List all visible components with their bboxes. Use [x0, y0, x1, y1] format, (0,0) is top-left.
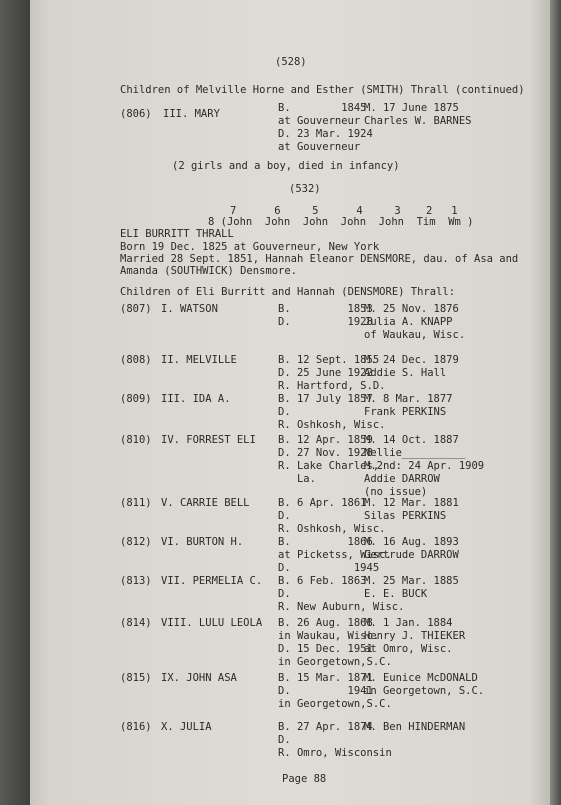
child-marriage-line: Addie S. Hall — [364, 367, 447, 379]
infancy-note: (2 girls and a boy, died in infancy) — [172, 160, 400, 172]
entry-m1: Charles W. BARNES — [364, 115, 472, 127]
child-marriage-line: E. E. BUCK — [364, 588, 428, 600]
child-marriage-line: M. Ben HINDERMAN — [364, 721, 466, 733]
generation-numbers: 7 6 5 4 3 2 1 — [230, 205, 458, 217]
section-ref: (532) — [289, 183, 321, 195]
family-caption: Children of Melville Horne and Esther (SMITH) Thrall (continued) — [120, 84, 525, 96]
child-number: (813) — [120, 575, 152, 587]
child-name: VI. BURTON H. — [161, 536, 244, 548]
child-marriage-line: M. Eunice McDONALD — [364, 672, 478, 684]
child-birth-line: R. Oshkosh, Wisc. — [278, 523, 386, 535]
child-name: VII. PERMELIA C. — [161, 575, 263, 587]
child-birth-line: R. Hartford, S.D. — [278, 380, 386, 392]
child-number: (811) — [120, 497, 152, 509]
child-marriage-line: Henry J. THIEKER — [364, 630, 466, 642]
entry-b2: D. 23 Mar. 1924 — [278, 128, 373, 140]
child-number: (814) — [120, 617, 152, 629]
page-ref: (528) — [275, 56, 307, 68]
child-birth-line: La. — [278, 473, 316, 485]
child-birth-line: B. 1853 — [278, 303, 373, 315]
entry-b3: at Gouverneur — [278, 141, 361, 153]
child-birth-line: in Georgetown,S.C. — [278, 656, 392, 668]
child-birth-line: D. 25 June 1922 — [278, 367, 373, 379]
child-marriage-line: Julia A. KNAPP — [364, 316, 453, 328]
child-marriage-line: M. 14 Oct. 1887 — [364, 434, 459, 446]
child-birth-line: at Picketss, Wisc. — [278, 549, 392, 561]
child-name: IV. FORREST ELI — [161, 434, 256, 446]
child-number: (809) — [120, 393, 152, 405]
child-marriage-line: in Georgetown, S.C. — [364, 685, 485, 697]
child-birth-line: R. New Auburn, Wisc. — [278, 601, 405, 613]
child-marriage-line: (no issue) — [364, 486, 428, 498]
child-birth-line: B. 6 Apr. 1861 — [278, 497, 367, 509]
child-birth-line: in Waukau, Wisc. — [278, 630, 380, 642]
child-birth-line: B. 27 Apr. 1874 — [278, 721, 373, 733]
child-name: III. IDA A. — [161, 393, 231, 405]
child-birth-line: B. 17 July 1857 — [278, 393, 373, 405]
child-birth-line: B. 12 Apr. 1859 — [278, 434, 373, 446]
child-marriage-line: Frank PERKINS — [364, 406, 447, 418]
child-birth-line: D. — [278, 588, 291, 600]
generation-names: 8 (John John John John John Tim Wm ) — [208, 216, 474, 228]
child-marriage-line: M. 8 Mar. 1877 — [364, 393, 453, 405]
person-name: ELI BURRITT THRALL — [120, 228, 234, 240]
child-birth-line: B. 1866 — [278, 536, 373, 548]
child-marriage-line: M. 12 Mar. 1881 — [364, 497, 459, 509]
bio-line: Married 28 Sept. 1851, Hannah Eleanor DENSMORE, dau. of Asa and — [120, 253, 519, 265]
child-name: IX. JOHN ASA — [161, 672, 237, 684]
child-birth-line: D. 1941 — [278, 685, 373, 697]
document-page — [30, 0, 550, 805]
child-birth-line: D. 15 Dec. 1951 — [278, 643, 373, 655]
children-caption: Children of Eli Burritt and Hannah (DENSMORE) Thrall: — [120, 286, 456, 298]
child-marriage-line: Gertrude DARROW — [364, 549, 459, 561]
child-birth-line: D. — [278, 734, 291, 746]
child-number: (812) — [120, 536, 152, 548]
child-number: (815) — [120, 672, 152, 684]
child-marriage-line: of Waukau, Wisc. — [364, 329, 466, 341]
scan-right-edge — [550, 0, 561, 805]
entry-m0: M. 17 June 1875 — [364, 102, 459, 114]
child-name: I. WATSON — [161, 303, 218, 315]
entry-b0: B. 1845 — [278, 102, 367, 114]
child-marriage-line: at Omro, Wisc. — [364, 643, 453, 655]
child-marriage-line: M. 16 Aug. 1893 — [364, 536, 459, 548]
child-birth-line: B. 26 Aug. 1868 — [278, 617, 373, 629]
child-marriage-line: M. 24 Dec. 1879 — [364, 354, 459, 366]
child-marriage-line: Addie DARROW — [364, 473, 440, 485]
scan-left-edge — [0, 0, 30, 805]
child-birth-line: D. 1945 — [278, 562, 380, 574]
child-number: (810) — [120, 434, 152, 446]
child-marriage-line: M. 25 Nov. 1876 — [364, 303, 459, 315]
child-name: VIII. LULU LEOLA — [161, 617, 263, 629]
child-number: (807) — [120, 303, 152, 315]
child-marriage-line: M. 1 Jan. 1884 — [364, 617, 453, 629]
child-birth-line: R. Oshkosh, Wisc. — [278, 419, 386, 431]
child-name: X. JULIA — [161, 721, 212, 733]
entry-name: III. MARY — [163, 108, 220, 120]
child-birth-line: D. 1928 — [278, 316, 373, 328]
child-name: V. CARRIE BELL — [161, 497, 250, 509]
child-birth-line: R. Lake Charles, — [278, 460, 380, 472]
bio-line: Born 19 Dec. 1825 at Gouverneur, New York — [120, 241, 380, 253]
child-marriage-line: Silas PERKINS — [364, 510, 447, 522]
child-birth-line: B. 15 Mar. 1871 — [278, 672, 373, 684]
entry-number: (806) — [120, 108, 152, 120]
child-number: (808) — [120, 354, 152, 366]
child-number: (816) — [120, 721, 152, 733]
child-marriage-line: M.2nd: 24 Apr. 1909 — [364, 460, 485, 472]
child-birth-line: in Georgetown,S.C. — [278, 698, 392, 710]
child-birth-line: B. 12 Sept. 1855 — [278, 354, 380, 366]
entry-b1: at Gouverneur — [278, 115, 361, 127]
bio-line: Amanda (SOUTHWICK) Densmore. — [120, 265, 298, 277]
child-marriage-line: Nellie__________ — [364, 447, 466, 459]
child-marriage-line: M. 25 Mar. 1885 — [364, 575, 459, 587]
child-birth-line: D. 27 Nov. 1928 — [278, 447, 373, 459]
child-birth-line: B. 6 Feb. 1863 — [278, 575, 367, 587]
page-footer: Page 88 — [282, 773, 327, 785]
child-birth-line: D. — [278, 406, 291, 418]
child-birth-line: R. Omro, Wisconsin — [278, 747, 392, 759]
child-birth-line: D. — [278, 510, 291, 522]
child-name: II. MELVILLE — [161, 354, 237, 366]
